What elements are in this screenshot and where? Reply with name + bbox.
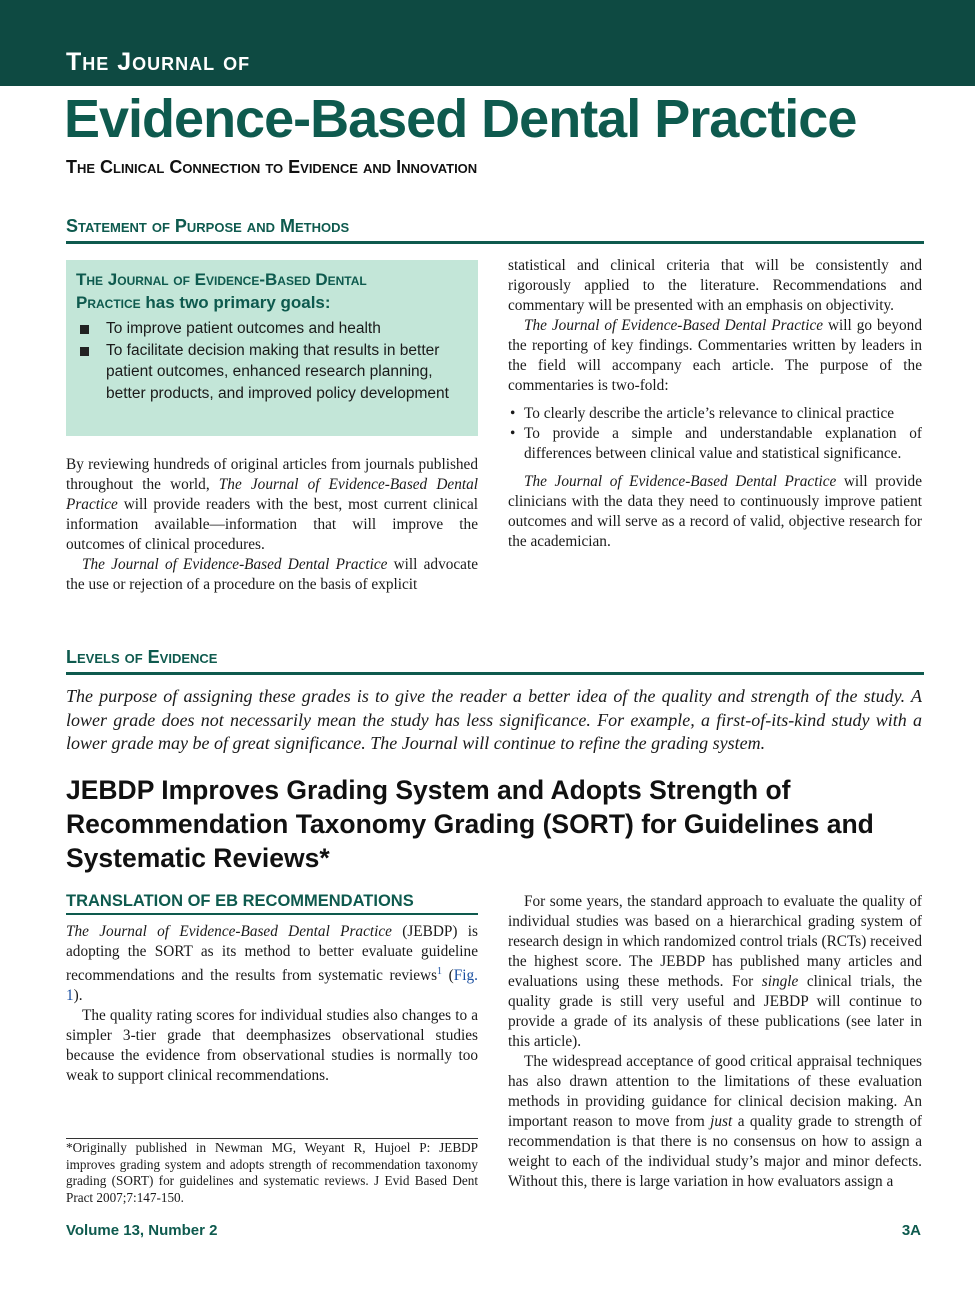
goals-list [76, 318, 466, 404]
text: For some years, the standard approach to evaluate the quality of individual studies was based on a hierarchical grading system of research design in which randomized control trials (RCTs) received the highest score. The JEBDP has published many articles and evaluations using these methods. For [508, 893, 922, 990]
paragraph [66, 455, 478, 555]
purpose-right-column [508, 256, 922, 552]
levels-intro: The purpose of assigning these grades is to give the reader a better idea of the quality and strength of the study. A lower grade does not necessarily mean the study has less significance. For example, a first-of-its-kind study with a lower grade may be of great significance. The Journal will continue to refine the grading system. [66, 686, 922, 753]
footnote: *Originally published in Newman MG, Weyant R, Hujoel P: JEBDP improves grading system and adopts strength of recommendation taxonomy grading (SORT) for guidelines and systematic reviews. J Evid Based Dent Pract 2007;7:147-150. [66, 1140, 478, 1205]
levels-heading: Levels of Evidence [66, 647, 218, 667]
paragraph [508, 1052, 922, 1192]
goals-box [66, 260, 478, 436]
footnote-rule [66, 1138, 478, 1139]
square-bullet-icon [80, 325, 89, 334]
goals-heading-rest: has two primary goals: [140, 293, 331, 312]
paragraph [508, 316, 922, 396]
journal-name: The Journal of Evidence-Based Dental Practice [524, 473, 837, 490]
text: will go beyond the reporting of key findings. Commentaries written by leaders in the field will accompany each article. The purpose of the commentaries is two-fold: [508, 317, 922, 394]
bullet-text: To clearly describe the article’s relevance to clinical practice [524, 405, 895, 422]
footer-volume: Volume 13, Number 2 [66, 1222, 218, 1239]
purpose-rule [66, 241, 924, 244]
bullet-icon: • [510, 425, 516, 442]
purpose-left-column [66, 455, 478, 595]
paragraph [66, 555, 478, 595]
text: a quality grade to strength of recommendation is that there is no consensus on how to assign a weight to each of the individual study’s major and minor defects. Without this, there is large variation in how evaluators assign a [508, 1113, 922, 1190]
levels-rule [66, 672, 924, 675]
text: will provide clinicians with the data they need to continuously improve patient outcomes and will serve as a record of valid, objective research for the academician. [508, 473, 922, 550]
journal-title: Evidence-Based Dental Practice [64, 89, 857, 149]
journal-name: The Journal of Evidence-Based Dental Practice [66, 476, 478, 513]
goal-text: To facilitate decision making that results in better patient outcomes, enhanced research planning, better products, and improved policy development [106, 341, 449, 402]
paragraph [508, 892, 922, 1052]
emphasis: single [761, 973, 799, 990]
paragraph [508, 472, 922, 552]
journal-tagline: The Clinical Connection to Evidence and Innovation [66, 157, 478, 177]
square-bullet-icon [80, 347, 89, 356]
bullet-item [508, 424, 922, 464]
goal-text: To improve patient outcomes and health [106, 320, 381, 337]
goal-item [76, 340, 466, 405]
text: clinical trials, the quality grade is still very useful and JEBDP will continue to provide a grade of its analysis of these publications (see later in this article). [508, 973, 922, 1050]
article-title: JEBDP Improves Grading System and Adopts Strength of Recommendation Taxonomy Grading (SORT) for Guidelines and Systematic Reviews* [66, 775, 874, 873]
paragraph [66, 922, 478, 1006]
goals-heading-line2 [76, 291, 466, 314]
reference-link[interactable]: 1 [437, 966, 443, 977]
text: will advocate the use or rejection of a procedure on the basis of explicit [66, 556, 478, 593]
text: The widespread acceptance of good critical appraisal techniques has also drawn attention to the limitations of these evaluation methods in providing guidance for clinical decision making. An important reason to move from [508, 1053, 922, 1130]
commentary-bullets [508, 404, 922, 464]
text: By reviewing hundreds of original articles from journals published throughout the world, [66, 456, 478, 493]
journal-name: The Journal of Evidence-Based Dental Practice [66, 923, 392, 940]
paragraph: statistical and clinical criteria that will be consistently and rigorously applied to the literature. Recommendations and commentary will be presented with an emphasis on objectivity. [508, 257, 922, 314]
translation-heading: TRANSLATION OF EB RECOMMENDATIONS [66, 892, 414, 910]
paragraph: The quality rating scores for individual studies also changes to a simpler 3-tier grade that deemphasizes observational studies because the evidence from observational studies is normally too weak to support clinical recommendations. [66, 1007, 478, 1085]
figure-link[interactable]: Fig. 1 [66, 967, 478, 1005]
goals-heading-line1: The Journal of Evidence-Based Dental [76, 270, 367, 289]
bullet-icon: • [510, 405, 516, 422]
goals-heading-practice: Practice [76, 293, 141, 312]
text: ( [442, 967, 454, 985]
translation-rule [66, 913, 478, 915]
bullet-text: To provide a simple and understandable explanation of differences between clinical value and statistical significance. [524, 425, 922, 462]
purpose-heading: Statement of Purpose and Methods [66, 216, 350, 236]
text: ). [73, 987, 83, 1005]
bullet-item [508, 404, 922, 424]
emphasis: just [710, 1113, 733, 1130]
journal-name: The Journal of Evidence-Based Dental Practice [524, 317, 824, 334]
goal-item [76, 318, 466, 340]
article-left-column [66, 922, 478, 1086]
footer-page-number: 3A [901, 1222, 921, 1239]
article-right-column [508, 892, 922, 1192]
text: (JEBDP) is adopting the SORT as its method to better evaluate guideline recommendations and the results from systematic reviews [66, 923, 478, 985]
journal-name: The Journal of Evidence-Based Dental Practice [82, 556, 388, 573]
journal-prefix: The Journal of [66, 48, 251, 76]
text: will provide readers with the best, most current clinical information available—information that will improve the outcomes of clinical procedures. [66, 496, 478, 553]
